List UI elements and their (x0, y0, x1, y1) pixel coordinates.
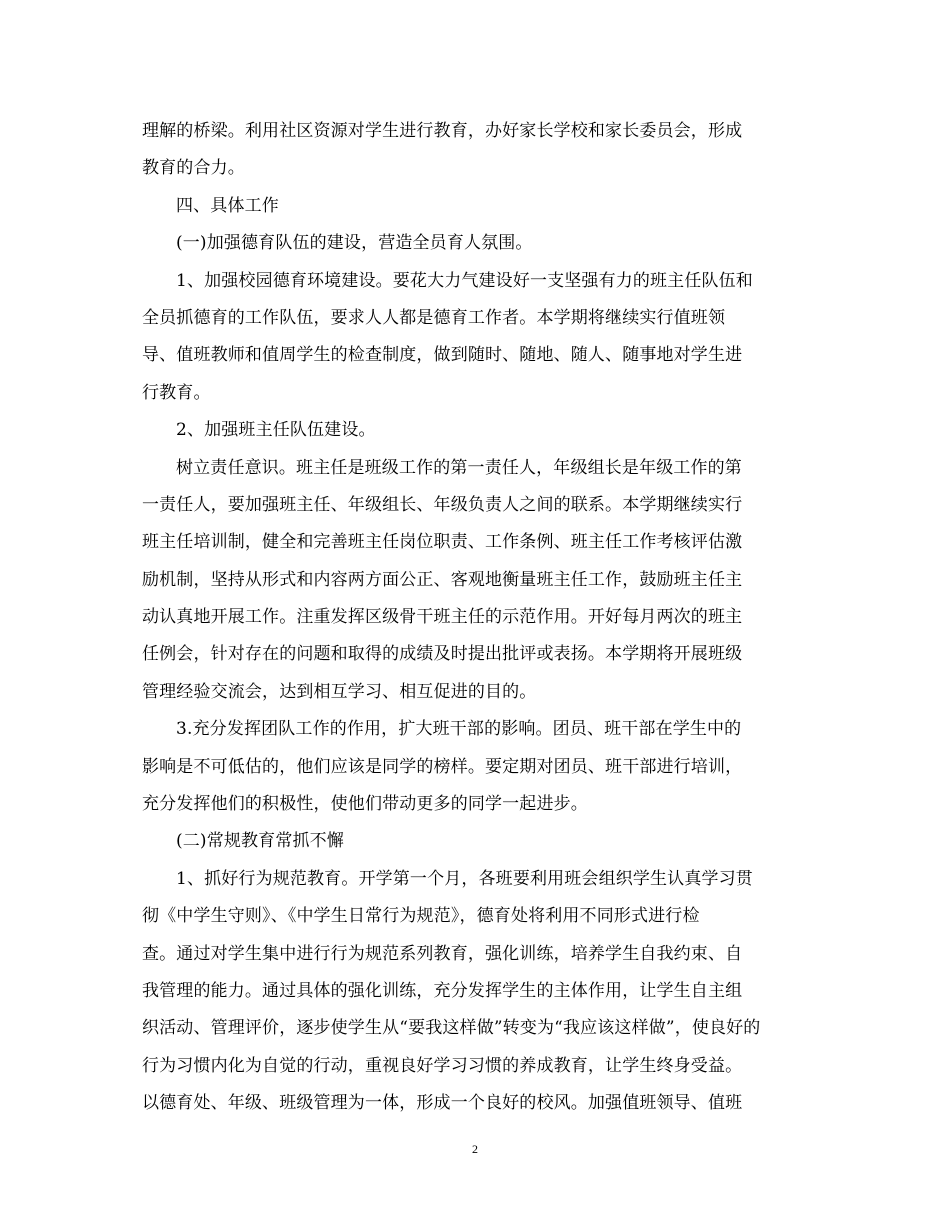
text-line: 充分发挥他们的积极性，使他们带动更多的同学一起进步。 (142, 794, 588, 815)
text-line: 行为习惯内化为自觉的行动，重视良好学习习惯的养成教育，让学生终身受益。 (142, 1055, 743, 1076)
text-line: 影响是不可低估的，他们应该是同学的榜样。要定期对团员、班干部进行培训， (142, 756, 743, 777)
text-line: 导、值班教师和值周学生的检查制度，做到随时、随地、随人、随事地对学生进 (142, 345, 743, 366)
text-line: 织活动、管理评价，逐步使学生从“要我这样做”转变为“我应该这样做”，使良好的 (142, 1018, 761, 1039)
text-line: (二)常规教育常抓不懈 (176, 831, 344, 852)
document-body (142, 113, 810, 1123)
text-line: 1、抓好行为规范教育。开学第一个月，各班要利用班会组织学生认真学习贯 (176, 868, 753, 889)
text-line: 2、加强班主任队伍建设。 (176, 420, 376, 441)
text-line: 教育的合力。 (142, 158, 245, 179)
text-line: 1、加强校园德育环境建设。要花大力气建设好一支坚强有力的班主任队伍和 (176, 270, 753, 291)
text-line: 理解的桥梁。利用社区资源对学生进行教育，办好家长学校和家长委员会，形成 (142, 121, 743, 141)
text-line: 四、具体工作 (176, 195, 279, 216)
text-line: 班主任培训制，健全和完善班主任岗位职责、工作条例、班主任工作考核评估激 (142, 532, 743, 553)
text-line: 任例会，针对存在的问题和取得的成绩及时提出批评或表扬。本学期将开展班级 (142, 644, 743, 665)
page-number: 2 (472, 1142, 478, 1156)
text-line: 管理经验交流会，达到相互学习、相互促进的目的。 (142, 681, 537, 702)
text-line: 一责任人，要加强班主任、年级组长、年级负责人之间的联系。本学期继续实行 (142, 494, 743, 515)
text-line: 彻《中学生守则》、《中学生日常行为规范》，德育处将利用不同形式进行检 (142, 906, 700, 927)
text-line: 以德育处、年级、班级管理为一体，形成一个良好的校风。加强值班领导、值班 (142, 1093, 743, 1114)
text-line: 3.充分发挥团队工作的作用，扩大班干部的影响。团员、班干部在学生中的 (176, 719, 742, 740)
text-line: (一)加强德育队伍的建设，营造全员育人氛围。 (176, 233, 533, 254)
text-line: 全员抓德育的工作队伍，要求人人都是德育工作者。本学期将继续实行值班领 (142, 307, 726, 328)
text-line: 励机制，坚持从形式和内容两方面公正、客观地衡量班主任工作，鼓励班主任主 (142, 569, 743, 590)
text-line: 查。通过对学生集中进行行为规范系列教育，强化训练，培养学生自我约束、自 (142, 943, 743, 964)
text-line: 动认真地开展工作。注重发挥区级骨干班主任的示范作用。开好每月两次的班主 (142, 607, 743, 628)
text-line: 我管理的能力。通过具体的强化训练，充分发挥学生的主体作用，让学生自主组 (142, 980, 743, 1001)
text-line: 树立责任意识。班主任是班级工作的第一责任人，年级组长是年级工作的第 (176, 457, 742, 478)
text-line: 行教育。 (142, 382, 211, 403)
